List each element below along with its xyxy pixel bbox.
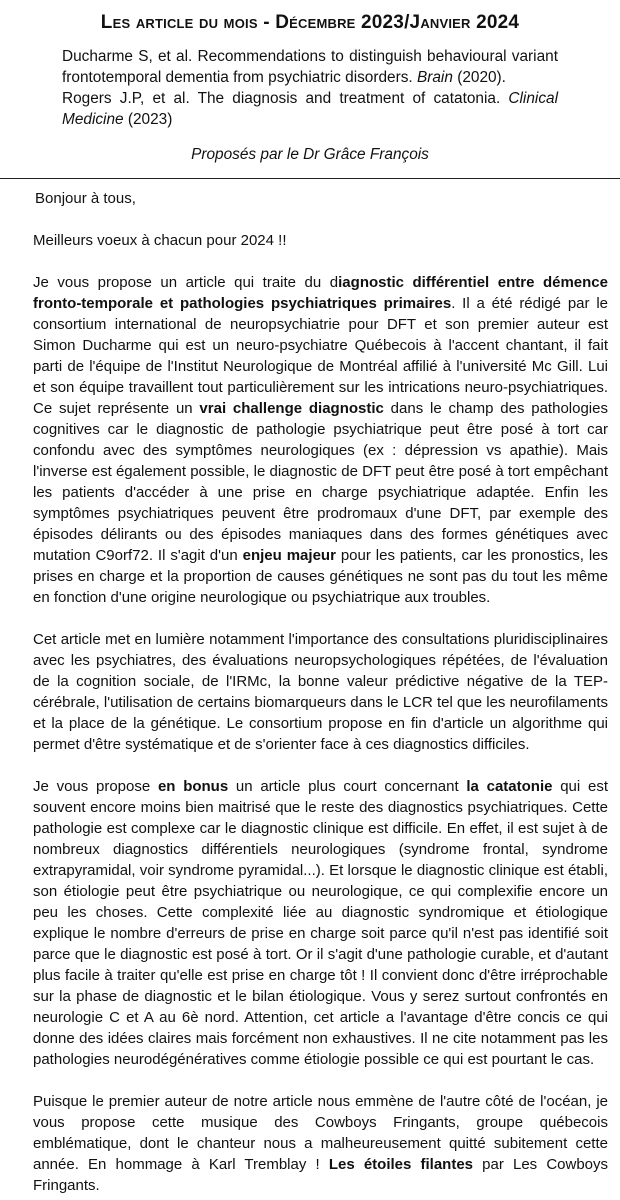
reference-1-text: Ducharme S, et al. Recommendations to distinguish behavioural variant frontotemporal dementia from psychiatric disorders.: [62, 48, 558, 86]
paragraph-4: [33, 1091, 608, 1196]
p4-bold-song: Les étoiles filantes: [328, 1156, 474, 1173]
wishes: Meilleurs voeux à chacun pour 2024 !!: [33, 232, 287, 249]
paragraph-1: [33, 272, 608, 608]
greeting: Bonjour à tous,: [35, 190, 136, 207]
p1-text-e: dans le champ des pathologies cognitives car le diagnostic de pathologie psychiatrique peut être posé à tort car confondu avec des symptômes neurologiques (ex : dépression vs apathie). Mais l'inverse est également possible, le diagnostic de DFT peut être posé à tort empêchant les patients d'accéder à une prise en charge psychiatrique adaptée. Enfin les symptômes psychiatriques peuvent être prodromaux d'une DFT, par exemple des épisodes délirants ou des épisodes maniaques dans des formes génétiques avec mutation C9orf72. Il s'agit d'un: [33, 400, 608, 564]
paragraph-3: [33, 776, 608, 1070]
p3-text-c: un article plus court concernant: [228, 778, 467, 795]
article-body: [0, 179, 620, 1196]
reference-2-journal: Clinical Medicine: [62, 90, 558, 128]
reference-1-year: (2020).: [452, 69, 506, 86]
paragraph-2: Cet article met en lumière notamment l'importance des consultations pluridisciplinaires avec les psychiatres, des évaluations neuropsychologiques répétées, de l'évaluation de la cognition sociale, de l'IRMc, la bonne valeur prédictive négative de la TEP-cérébrale, l'utilisation de certains biomarqueurs dans le LCR tel que les neurofilaments et la place de la génétique. Le consortium propose en fin d'article un algorithme qui permet d'être systématique et de s'orienter face à ces diagnostics difficiles.: [33, 631, 608, 753]
reference-2-year: (2023): [123, 111, 173, 128]
references: [62, 46, 558, 130]
p1-bold-diagnostic: iagnostic différentiel entre démence fronto-temporale et pathologies psychiatriques primaires: [33, 274, 608, 312]
p1-bold-enjeu: enjeu majeur: [242, 547, 336, 564]
p4-text-c: par Les Cowboys Fringants.: [33, 1156, 609, 1194]
p3-text-e: qui est souvent encore moins bien maitrisé que le reste des diagnostics psychiatriques. Cette pathologie est complexe car le diagnostic clinique est difficile. En effet, il est sujet à de nombreux diagnostics différentiels neurologiques (syndrome frontal, syndrome extrapyramidal, voir syndrome pyramidal...). Et lorsque le diagnostic clinique est établi, son étiologie peut être psychiatrique ou neurologique, ce qui complexifie encore un peu les choses. Cette complexité liée au diagnostic syndromique et étiologique explique le nombre d'erreurs de prise en charge soit parce qu'il n'est pas identifié soit parce que le diagnostic est posé à tort. Or il s'agit d'une pathologie curable, et d'autant plus facile à traiter qu'elle est prise en charge tôt ! Il convient donc d'être irréprochable sur la phase de diagnostic et le bilan étiologique. Vous y serez surtout confrontés en neurologie C et A au 6è nord. Attention, cet article a l'avantage d'être concis ce qui donne des idées claires mais forcément non exhaustives. Il ne cite notamment pas les pathologies neurodégénératives comme étiologie possible ce qui est pourtant le cas.: [33, 778, 608, 1068]
p3-bold-catatonie: la catatonie: [466, 778, 553, 795]
reference-1-journal: Brain: [416, 69, 453, 86]
p3-text-a: Je vous propose: [33, 778, 158, 795]
p1-text-c: . Il a été rédigé par le consortium international de neuropsychiatrie pour DFT et son premier auteur est Simon Ducharme qui est un neuro-psychiatre Québecois à l'accent chantant, il fait parti de l'équipe de l'Institut Neurologique de Montréal affilié à l'université Mc Gill. Lui et son équipe travaillent tout particulièrement sur les intrications neuro-psychiatriques. Ce sujet représente un: [33, 295, 608, 417]
p4-text-a: Puisque le premier auteur de notre article nous emmène de l'autre côté de l'océan, je vous propose cette musique des Cowboys Fringants, groupe québecois emblématique, dont le chanteur nous a malheureusement quitté subitement cette année. En hommage à Karl Tremblay !: [33, 1093, 608, 1173]
p1-text-a: Je vous propose un article qui traite du d: [33, 274, 339, 291]
p1-text-g: pour les patients, car les pronostics, les prises en charge et la proportion de causes génétiques ne sont pas du tout les même en fonction d'une origine neurologique ou psychiatrique aux troubles.: [33, 547, 608, 606]
reference-1: [62, 46, 558, 88]
p3-bold-bonus: en bonus: [157, 778, 229, 795]
reference-2-text: Rogers J.P, et al. The diagnosis and treatment of catatonia.: [62, 90, 509, 107]
p1-bold-challenge: vrai challenge diagnostic: [199, 400, 384, 417]
reference-2: [62, 88, 558, 130]
page-title: Les article du mois - Décembre 2023/Janvier 2024: [100, 12, 520, 33]
proposer-line: Proposés par le Dr Grâce François: [191, 146, 429, 163]
